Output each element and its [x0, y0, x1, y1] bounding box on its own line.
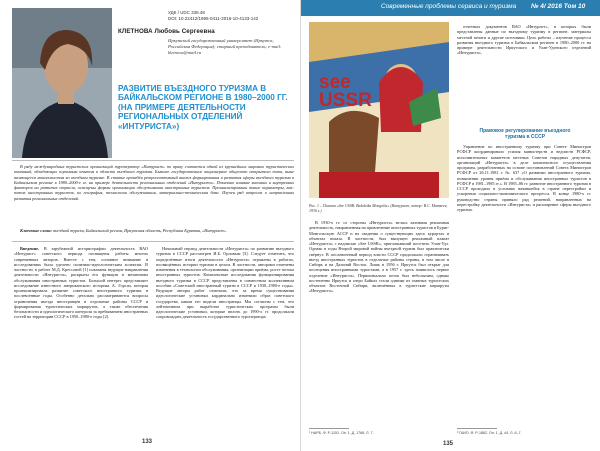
page-number-left: 133: [142, 439, 153, 445]
footnote-right: ² ГАИО. Ф. Р-1862. Оп. 1. Д. 44. Л. 6–7.: [457, 431, 522, 435]
keywords-block: [14, 228, 294, 240]
keywords-text: въездной туризм, Байкальский регион, Иркутская область, Республика Бурятия, «Интурист».: [53, 228, 227, 233]
article-title: РАЗВИТИЕ ВЪЕЗДНОГО ТУРИЗМА В БАЙКАЛЬСКОМ РЕГИОНЕ В 1980–2000 ГГ. (НА ПРИМЕРЕ ДЕЯТЕЛЬНОСТИ РЕГИОНАЛЬНЫХ ОТДЕЛЕНИЙ «ИНТУРИСТА»): [118, 84, 288, 131]
right-col1-text: В 1930-х гг. со стороны «Интуриста» велась активная рекламная деятельность, направленная на привлечение иностранных туристов в Бурят-Монгольскую АССР и на сведения о существующих здесь курортах и объектах показа. В частности, был выпущен рекламный плакат «Интуриста» с надписью «See USSR», приглашавший посетить Улан-Удэ. Однако в годы Второй мировой войны въездной туризм был практически свёрнут. В послевоенный период власти СССР продолжали ограничивать въезд иностранных туристов в отдельные районы страны, в том числе в Сибирь и на Дальний Восток. Лишь в 1956 г. Иркутск был открыт для посещения иностранными туристами, а в 1957 г. здесь появилось первое отделение «Интуриста». Первоначально поток был небольшим, однако постепенно Иркутск и озеро Байкал стали одними из главных туристских объектов Восточной Сибири, включённых в туристские маршруты «Интуриста».: [309, 220, 449, 294]
abstract-block: [14, 164, 294, 226]
poster-figure: [309, 22, 449, 198]
poster-caption: Рис. 1 – Плакат «See USSR. Balalaika Mongolia» (Интурист, автор: В.С. Матвеев, 1930 г.): [309, 204, 448, 213]
footnote-rule-left: [309, 428, 349, 429]
udc-line: УДК / UDC 338.48: [168, 10, 205, 15]
keywords-label: Ключевые слова:: [20, 228, 52, 233]
left-column-2: [156, 246, 294, 432]
author-affiliation: Иркутский государственный университет (Иркутск, Российская Федерация); старший преподаватель; e-mail: kletnova@mail.ru: [168, 38, 282, 55]
journal-title: Современные проблемы сервиса и туризма: [381, 3, 517, 10]
author-photo-image: [12, 8, 112, 158]
right-page: [301, 0, 600, 451]
abstract-bottom-rule: [12, 241, 294, 242]
intro-label: Введение.: [20, 246, 40, 251]
author-photo: [12, 8, 112, 158]
right-column-2-bottom: [457, 144, 591, 426]
footnote-left: ¹ НАРБ. Ф. Р-1151. Оп. 1. Д. 1768. Л. 7.: [309, 431, 374, 435]
abstract-top-rule: [12, 160, 294, 161]
author-name: КЛЕТНОВА Любовь Сергеевна: [118, 28, 215, 35]
left-column-1: [14, 246, 148, 432]
poster-headline: see USSR: [319, 72, 372, 111]
footnote-rule-right: [457, 428, 497, 429]
right-column-1: [309, 220, 449, 426]
right-col2-text-b: Управление по иностранному туризму при Совете Министров РСФСР координировало усилия министерств и ведомств РСФСР, исполнительных комитетов местных Советов народных депутатов, организаций «Интуриста» в деле комплексного осуществления программ, разработанных на основе постановлений Совета Министров РСФСР от 26.11.1981 г. № 637 «О развитии иностранного туризма, повышении уровня приёма и обслуживания иностранных туристов в РСФСР в 1981–1985 гг.». В 1985–86 гг. развитие иностранного туризма в СССР проходило в условиях начавшейся в стране перестройки и ускорения социально-экономического прогресса. В конце 1980-х гг. руководство страны приняло ряд решений, направленных на перестройку деятельности «Интуриста» и расширение сферы въездного туризма.: [457, 144, 591, 212]
right-column-2-top: [457, 24, 591, 124]
left-col2-text: Начальный период деятельности «Интуриста» по развитию въездного туризма в СССР рассмотрен И.Б. Орловым [3]. Следует отметить, что определённые итоги деятельности «Интуриста» отражены в работах, посвящённых истории туризма в целом. В частности, авторами отмечены изменения в технологии обслуживания, организации приёма, росте потока иностранных туристов. Комплексные исследования функционирования въездного туризма в СССР представлены в совместном коллективном пособии «Советский иностранный туризм в СССР в 1930–1980-е годы». Ведущие авторы работ отмечали, что за время существования идеологические установки кардинально изменили образ советского государства, каким его видели иностранцы. Мы согласны с тем, что лейтмотивом при выработке туристических программ были идеологические установки, которые вплоть до 1990-х гг. продолжали сопровождать деятельность государственного туроператора.: [156, 246, 294, 320]
page-number-right: 135: [443, 441, 454, 447]
intro-text: В зарубежной историографии деятельность ВАО «Интурист» советского периода посвящены работы многих современных авторов. Вместе с тем, основное внимание в исследованиях было уделено политико-идеологическим аспектам. В частности, в работе М.Д. Крессовой [1] показаны ведущие направления деятельности «Интуриста», раскрыты его функции и механизмы обслуживания иностранных туристов. Большой интерес представляет исследование известного американского историка А. Горсач, которая проанализировала развитие советского иностранного туризма в послевоенные годы. Особенно детально рассматриваются вопросы ограничения въезда иностранцев в отдельные районы СССР и формирования туристических маршрутов, а также обеспечения безопасности и идеологического контроля за пребыванием иностранных гостей на территории СССР в 1950–1980-е годы [2].: [14, 246, 148, 320]
doi-line: DOI: 10.22412/1995-0411-2016-10-4133-142: [168, 16, 259, 21]
section-subheading: Правовое регулирование въездного туризма в СССР: [479, 128, 571, 141]
right-col2-text: отчетных документов ВАО «Интурист», в которых были представлены данные по въездному туризму в регионе, материалы местной печати и другие источники. Цель работы – изучение процесса развития въездного туризма в Байкальском регионе в 1980–2000 гг. на примере деятельности Иркутского и Улан-Удэнского отделений «Интуриста».: [457, 24, 591, 56]
journal-issue: № 4/ 2016 Том 10: [531, 3, 586, 10]
header-bar: [301, 0, 600, 16]
abstract-text: В ряду международных туристских организаций туроператор «Интурист» по праву считается одной из крупнейших мировых туристических компаний, обладающих огромным опытом в области въездного туризма. Бывшее государственное акционерное общество открытого типа, ныне являющееся монополистом во въездном туризме. В статье проведён ретроспективный анализ формирования и развития сферы въездного туризма в Байкальском регионе в 1980–2000-е гг. на примере деятельности региональных отделений «Интуриста». Показано влияние внешних и внутренних факторов на развитие отрасли, освещены формы организации обслуживания иностранных туристов. Проанализированы такие параметры, как: поток иностранных туристов, их география, технологии обслуживания, материально-техническая база. Изучен ряд вопросов о направлениях развития региональных отделений.: [14, 164, 294, 201]
